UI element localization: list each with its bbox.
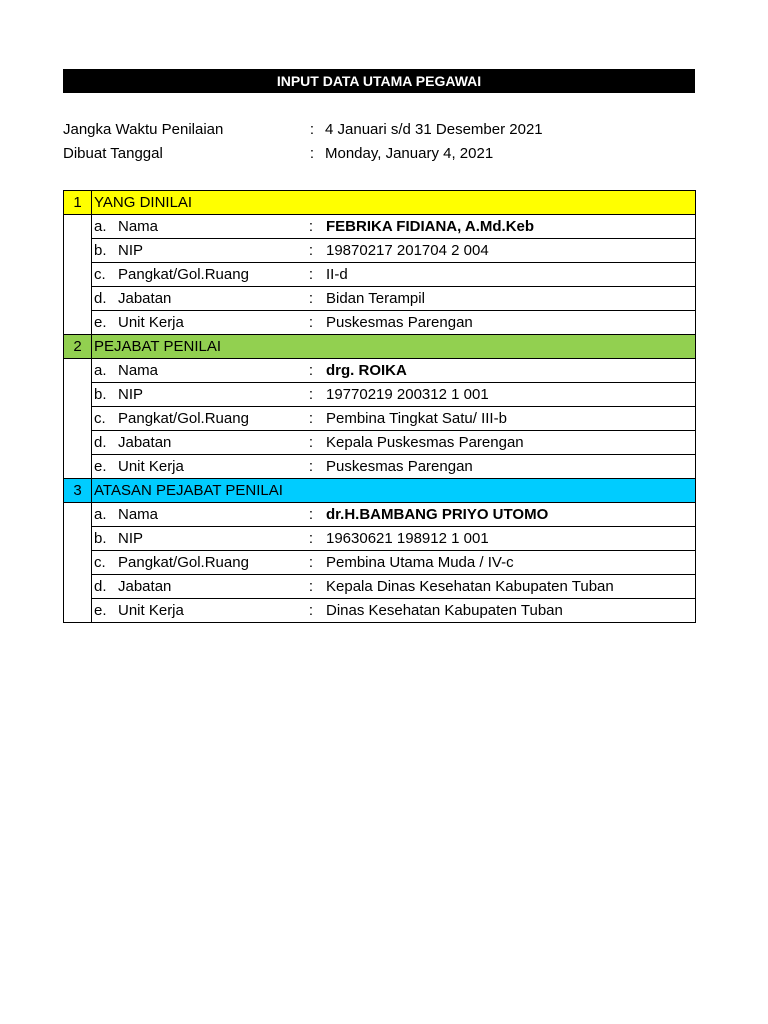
field-letter: b. [94, 530, 107, 547]
field-cell [92, 527, 696, 551]
table-row [64, 503, 696, 527]
table-row [64, 551, 696, 575]
table-row [64, 215, 696, 239]
field-value: Pembina Tingkat Satu/ III-b [326, 410, 507, 427]
field-value: dr.H.BAMBANG PRIYO UTOMO [326, 506, 549, 523]
field-colon: : [308, 314, 314, 331]
indent-cell [64, 215, 92, 239]
field-letter: c. [94, 410, 106, 427]
meta-value: Monday, January 4, 2021 [325, 144, 494, 162]
field-label: Jabatan [118, 434, 172, 451]
table-row [64, 575, 696, 599]
indent-cell [64, 431, 92, 455]
indent-cell [64, 263, 92, 287]
table-row [64, 431, 696, 455]
section-title: YANG DINILAI [92, 191, 696, 215]
field-value: Puskesmas Parengan [326, 458, 473, 475]
field-label: NIP [118, 530, 144, 547]
section-number: 2 [64, 335, 92, 359]
field-value: drg. ROIKA [326, 362, 407, 379]
field-value: 19870217 201704 2 004 [326, 242, 489, 259]
field-cell [92, 383, 696, 407]
field-value: Puskesmas Parengan [326, 314, 473, 331]
table-row [64, 239, 696, 263]
field-letter: e. [94, 458, 107, 475]
field-label: Unit Kerja [118, 458, 184, 475]
field-value: 19630621 198912 1 001 [326, 530, 489, 547]
field-colon: : [308, 410, 314, 427]
field-value: Pembina Utama Muda / IV-c [326, 554, 514, 571]
meta-label: Dibuat Tanggal [63, 144, 163, 162]
indent-cell [64, 527, 92, 551]
field-label: Nama [118, 218, 159, 235]
indent-cell [64, 503, 92, 527]
field-value: Kepala Puskesmas Parengan [326, 434, 524, 451]
field-colon: : [308, 602, 314, 619]
indent-cell [64, 383, 92, 407]
indent-cell [64, 575, 92, 599]
field-label: Pangkat/Gol.Ruang [118, 266, 249, 283]
field-cell [92, 215, 696, 239]
field-label: Unit Kerja [118, 602, 184, 619]
field-label: NIP [118, 386, 144, 403]
field-colon: : [308, 386, 314, 403]
field-letter: c. [94, 554, 106, 571]
table-row [64, 311, 696, 335]
field-value: FEBRIKA FIDIANA, A.Md.Keb [326, 218, 535, 235]
field-letter: c. [94, 266, 106, 283]
section-header-row [64, 191, 696, 215]
field-cell [92, 407, 696, 431]
field-letter: a. [94, 218, 107, 235]
field-colon: : [308, 554, 314, 571]
indent-cell [64, 455, 92, 479]
field-colon: : [308, 506, 314, 523]
meta-row-created [63, 141, 695, 165]
field-colon: : [308, 434, 314, 451]
table-row [64, 407, 696, 431]
table-row [64, 359, 696, 383]
field-cell [92, 455, 696, 479]
indent-cell [64, 287, 92, 311]
field-colon: : [308, 530, 314, 547]
indent-cell [64, 551, 92, 575]
field-label: Nama [118, 506, 159, 523]
field-label: Jabatan [118, 290, 172, 307]
field-label: Unit Kerja [118, 314, 184, 331]
meta-label: Jangka Waktu Penilaian [63, 120, 224, 138]
meta-colon: : [309, 144, 315, 162]
meta-colon: : [309, 120, 315, 138]
indent-cell [64, 239, 92, 263]
field-letter: a. [94, 506, 107, 523]
indent-cell [64, 311, 92, 335]
table-row [64, 527, 696, 551]
section-header-row [64, 335, 696, 359]
section-title: PEJABAT PENILAI [92, 335, 696, 359]
section-header-row [64, 479, 696, 503]
employee-data-table [63, 190, 696, 623]
field-letter: b. [94, 242, 107, 259]
field-cell [92, 503, 696, 527]
table-row [64, 455, 696, 479]
indent-cell [64, 599, 92, 623]
field-value: Dinas Kesehatan Kabupaten Tuban [326, 602, 563, 619]
meta-row-period [63, 117, 695, 141]
field-letter: b. [94, 386, 107, 403]
field-cell [92, 239, 696, 263]
field-letter: e. [94, 602, 107, 619]
field-letter: e. [94, 314, 107, 331]
field-cell [92, 599, 696, 623]
section-title: ATASAN PEJABAT PENILAI [92, 479, 696, 503]
field-letter: d. [94, 434, 107, 451]
field-colon: : [308, 242, 314, 259]
field-colon: : [308, 458, 314, 475]
table-row [64, 287, 696, 311]
section-number: 1 [64, 191, 92, 215]
field-value: II-d [326, 266, 348, 283]
table-row [64, 263, 696, 287]
field-value: 19770219 200312 1 001 [326, 386, 489, 403]
field-cell [92, 359, 696, 383]
indent-cell [64, 359, 92, 383]
field-letter: a. [94, 362, 107, 379]
field-colon: : [308, 362, 314, 379]
field-cell [92, 551, 696, 575]
field-cell [92, 575, 696, 599]
field-cell [92, 263, 696, 287]
field-value: Kepala Dinas Kesehatan Kabupaten Tuban [326, 578, 614, 595]
field-colon: : [308, 266, 314, 283]
page-title: INPUT DATA UTAMA PEGAWAI [63, 69, 695, 93]
field-label: Nama [118, 362, 159, 379]
meta-value: 4 Januari s/d 31 Desember 2021 [325, 120, 543, 138]
table-row [64, 383, 696, 407]
field-label: Pangkat/Gol.Ruang [118, 410, 249, 427]
field-letter: d. [94, 578, 107, 595]
table-row [64, 599, 696, 623]
field-letter: d. [94, 290, 107, 307]
field-label: NIP [118, 242, 144, 259]
indent-cell [64, 407, 92, 431]
section-number: 3 [64, 479, 92, 503]
field-colon: : [308, 290, 314, 307]
field-cell [92, 287, 696, 311]
field-cell [92, 311, 696, 335]
field-value: Bidan Terampil [326, 290, 425, 307]
field-label: Jabatan [118, 578, 172, 595]
field-colon: : [308, 218, 314, 235]
field-cell [92, 431, 696, 455]
field-label: Pangkat/Gol.Ruang [118, 554, 249, 571]
field-colon: : [308, 578, 314, 595]
